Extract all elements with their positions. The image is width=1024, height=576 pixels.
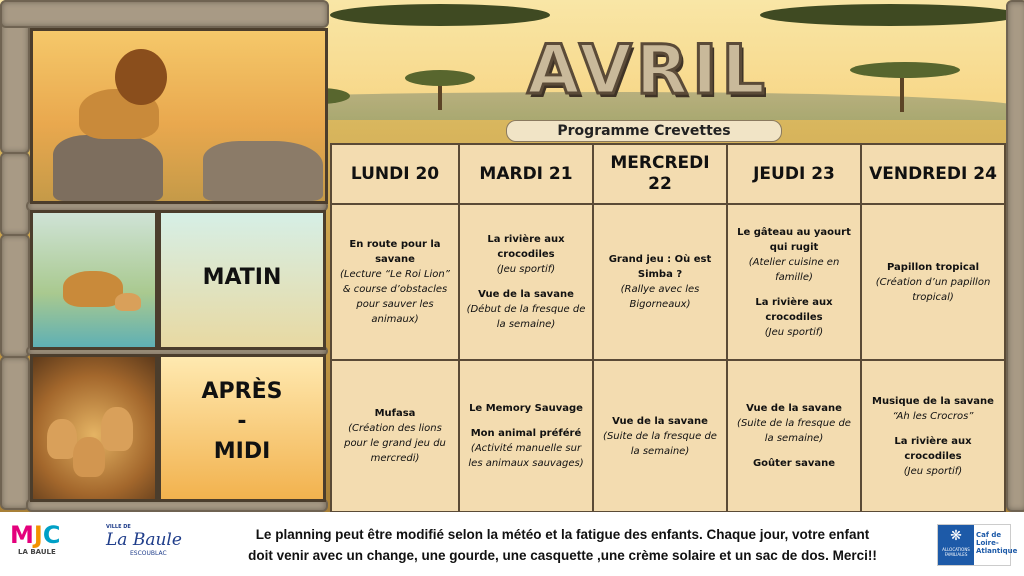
cub-icon [101, 407, 133, 451]
activity-details: (Rallye avec les Bigorneaux) [620, 284, 700, 310]
footer-note-line1: Le planning peut être modifié selon la météo et la fatigue des enfants. Chaque jour, votre enfant [255, 527, 870, 542]
activity-title: Vue de la savane [746, 403, 842, 414]
city-logo-top: VILLE DE [106, 524, 131, 530]
rock-illustration [203, 141, 323, 201]
schedule-cell [459, 360, 593, 512]
schedule-cell [331, 360, 459, 512]
day-header: VENDREDI 24 [861, 144, 1005, 204]
activity-title: Musique de la savane [872, 395, 994, 407]
city-logo-name: La Baule [106, 530, 182, 550]
morning-row [331, 204, 1005, 360]
mjc-logo-text: MJC [10, 521, 61, 549]
activity-title: Vue de la savane [612, 415, 708, 427]
schedule-cell [593, 204, 727, 360]
activity-title: Le gâteau au yaourt qui rugit [737, 226, 851, 253]
stone-frame [0, 356, 30, 510]
day-header: MERCREDI 22 [593, 144, 727, 204]
activity-details: (Suite de la fresque de la semaine) [603, 430, 717, 457]
activity-title: La rivière aux crocodiles [487, 234, 565, 260]
lion-mane-icon [115, 49, 167, 105]
cub-icon [73, 437, 105, 477]
mjc-logo-subtext: LA BAULE [18, 548, 56, 556]
schedule-cell [727, 204, 861, 360]
morning-label-panel [158, 210, 326, 350]
cubs-den-illustration [30, 354, 158, 502]
activity-title: Goûter savane [752, 458, 836, 469]
day-header: MARDI 21 [459, 144, 593, 204]
activity-title: Papillon tropical [887, 261, 979, 273]
morning-label: MATIN [202, 265, 282, 290]
activity-title: Mon animal préféré [470, 428, 582, 439]
caf-logo-left [938, 525, 974, 565]
stone-frame [0, 0, 329, 28]
lion-illustration-panel [30, 28, 328, 204]
mjc-logo [10, 522, 80, 566]
activity-details: (Jeu sportif) [764, 326, 824, 338]
caf-logo-right-text: Caf de Loire-Atlantique [976, 531, 1018, 555]
afternoon-label-panel [158, 354, 326, 502]
stone-frame [1006, 0, 1024, 512]
rock-illustration [53, 135, 163, 201]
activity-title: Mufasa [374, 408, 416, 419]
activity-title: En route pour la savane [349, 239, 441, 265]
page-subtitle: Programme Crevettes [506, 120, 782, 142]
activity-details: “Ah les Crocros” [892, 410, 974, 422]
acacia-canopy-icon [760, 4, 1020, 26]
afternoon-label-line3: MIDI [213, 439, 271, 464]
schedule-table [330, 143, 1006, 513]
schedule-cell [459, 204, 593, 360]
tree-trunk [900, 72, 904, 112]
activity-details: (Création des lions pour le grand jeu du mercredi) [344, 423, 446, 464]
stone-frame [0, 234, 30, 358]
activity-details: (Suite de la fresque de la semaine) [737, 418, 851, 444]
cub-icon [115, 293, 141, 311]
activity-details: (Lecture “Le Roi Lion” & course d’obstacles pour sauver les animaux) [340, 269, 450, 325]
schedule-cell [331, 204, 459, 360]
afternoon-row [331, 360, 1005, 512]
schedule-cell [593, 360, 727, 512]
activity-title: Vue de la savane [478, 289, 574, 300]
activity-details: (Jeu sportif) [903, 465, 963, 477]
schedule-cell [861, 360, 1005, 512]
acacia-tree-icon [850, 62, 960, 78]
activity-title: Grand jeu : Où est Simba ? [608, 254, 712, 280]
acacia-canopy-icon [330, 4, 550, 26]
afternoon-label-line2: - [237, 409, 247, 434]
caf-logo [937, 524, 1018, 566]
footer-note [215, 524, 910, 566]
schedule-cell [727, 360, 861, 512]
day-header: LUNDI 20 [331, 144, 459, 204]
activity-details: (Création d’un papillon tropical) [875, 276, 991, 303]
activity-details: (Atelier cuisine en famille) [748, 256, 840, 283]
acacia-tree-icon [405, 70, 475, 86]
caf-logo-left-text: ALLOCATIONS FAMILIALES [942, 547, 970, 557]
family-icon: ❋ [950, 528, 962, 544]
activity-details: (Jeu sportif) [496, 264, 556, 275]
activity-title: La rivière aux crocodiles [755, 296, 833, 323]
schedule-cell [861, 204, 1005, 360]
afternoon-label-line1: APRÈS [201, 379, 283, 404]
la-baule-logo [106, 524, 186, 568]
header-row [331, 144, 1005, 204]
activity-details: (Activité manuelle sur les animaux sauvages) [468, 443, 584, 469]
page-title: AVRIL [527, 31, 769, 110]
lioness-icon [63, 271, 123, 307]
footer-note-line2: doit venir avec un change, une gourde, une casquette ,une crème solaire et un sac de dos. Merci!! [248, 548, 877, 563]
activity-title: La rivière aux crocodiles [894, 435, 972, 462]
stone-frame [0, 152, 30, 236]
lioness-cubs-illustration [30, 210, 158, 350]
day-header: JEUDI 23 [727, 144, 861, 204]
activity-title: Le Memory Sauvage [469, 403, 583, 414]
city-logo-sub: ESCOUBLAC [130, 550, 167, 557]
activity-details: (Début de la fresque de la semaine) [466, 304, 586, 330]
